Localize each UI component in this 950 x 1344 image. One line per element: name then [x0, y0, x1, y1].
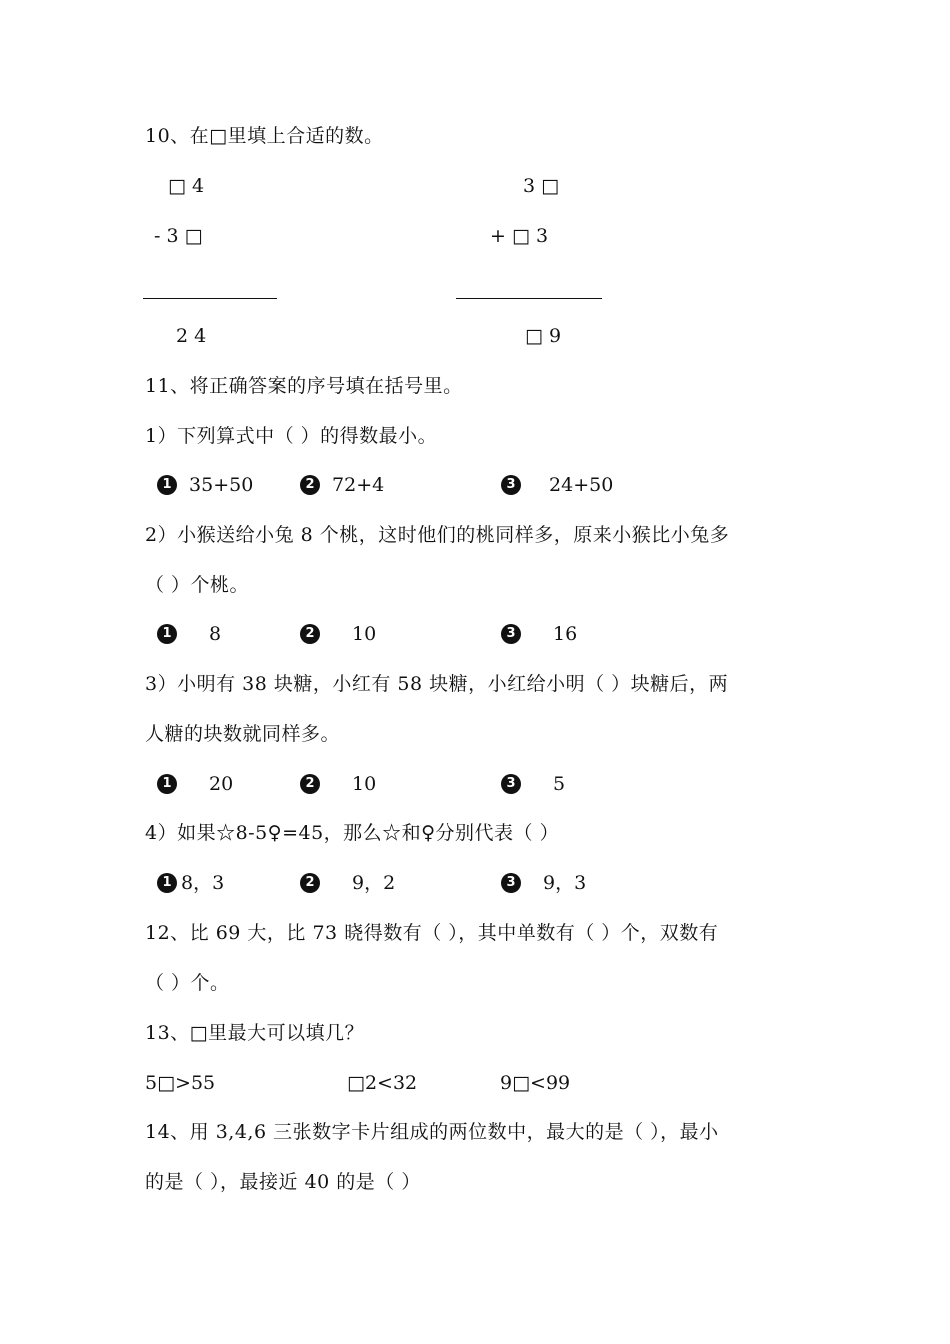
- circled-number-icon: 2: [300, 774, 320, 794]
- circled-number-icon: 1: [157, 774, 177, 794]
- q11-sub1-option-3: 3 24+50: [501, 473, 613, 497]
- q14-line2: 的是（ ），最接近 40 的是（ ）: [145, 1171, 421, 1193]
- q11-sub3-line2: 人糖的块数就同样多。: [145, 723, 341, 745]
- q14-line1: 14、用 3,4,6 三张数字卡片组成的两位数中，最大的是（ ），最小: [145, 1121, 719, 1143]
- q11-sub2-option-3: 3 16: [501, 622, 577, 646]
- q11-sub3-line1: 3）小明有 38 块糖，小红有 58 块糖，小红给小明（ ）块糖后，两: [145, 673, 729, 695]
- circled-number-icon: 1: [157, 873, 177, 893]
- circled-number-icon: 3: [501, 873, 521, 893]
- circled-number-icon: 1: [157, 624, 177, 644]
- circled-number-icon: 2: [300, 624, 320, 644]
- q13-item-2: □2<32: [347, 1072, 418, 1094]
- circled-number-icon: 2: [300, 873, 320, 893]
- q10-title: 10、在□里填上合适的数。: [145, 125, 384, 147]
- q10-right-bottom-row: □ 9: [525, 325, 562, 347]
- circled-number-icon: 1: [157, 475, 177, 495]
- q11-sub1-option-1: 1 35+50: [157, 473, 253, 497]
- circled-number-icon: 3: [501, 774, 521, 794]
- q11-sub4-text: 4）如果☆8-5♀=45，那么☆和♀分别代表（ ）: [145, 822, 560, 844]
- q12-line1: 12、比 69 大，比 73 晓得数有（ ），其中单数有（ ）个，双数有: [145, 922, 719, 944]
- q13-item-3: 9□<99: [500, 1072, 571, 1094]
- q10-left-bottom-row: 2 4: [176, 325, 207, 347]
- q10-right-top-row: 3 □: [523, 175, 560, 197]
- q11-sub2-line2: （ ）个桃。: [145, 574, 250, 596]
- q11-sub4-option-2: 2 9，2: [300, 871, 395, 895]
- q10-left-top-row: □ 4: [168, 175, 205, 197]
- q11-sub2-option-2: 2 10: [300, 622, 376, 646]
- q11-sub1-text: 1）下列算式中（ ）的得数最小。: [145, 425, 438, 447]
- q10-left-sum-line: [143, 298, 277, 299]
- q12-line2: （ ）个。: [145, 972, 230, 994]
- q10-left-mid-row: - 3 □: [154, 225, 203, 247]
- q11-title: 11、将正确答案的序号填在括号里。: [145, 375, 463, 397]
- circled-number-icon: 3: [501, 624, 521, 644]
- q10-right-mid-row: + □ 3: [490, 225, 549, 247]
- q11-sub3-option-1: 1 20: [157, 772, 233, 796]
- q11-sub3-option-2: 2 10: [300, 772, 376, 796]
- circled-number-icon: 2: [300, 475, 320, 495]
- circled-number-icon: 3: [501, 475, 521, 495]
- q11-sub2-line1: 2）小猴送给小兔 8 个桃，这时他们的桃同样多，原来小猴比小兔多: [145, 524, 730, 546]
- q13-item-1: 5□>55: [145, 1072, 216, 1094]
- q13-title: 13、□里最大可以填几？: [145, 1022, 365, 1044]
- q11-sub2-option-1: 1 8: [157, 622, 221, 646]
- q11-sub1-option-2: 2 72+4: [300, 473, 384, 497]
- q11-sub4-option-3: 3 9，3: [501, 871, 586, 895]
- q11-sub3-option-3: 3 5: [501, 772, 565, 796]
- q11-sub4-option-1: 1 8，3: [157, 871, 224, 895]
- q10-right-sum-line: [456, 298, 602, 299]
